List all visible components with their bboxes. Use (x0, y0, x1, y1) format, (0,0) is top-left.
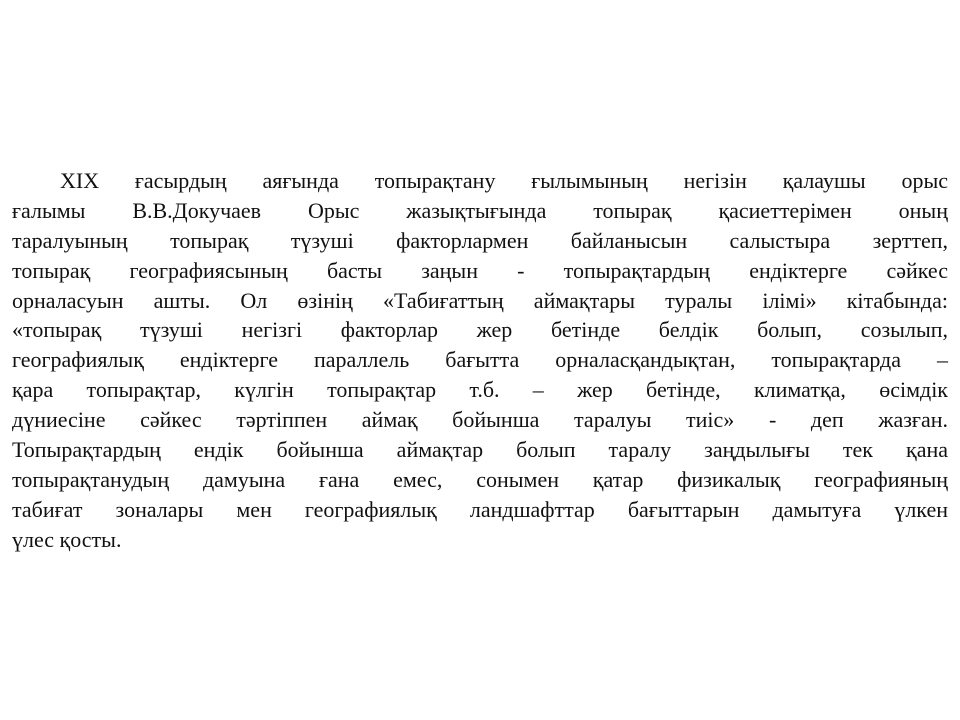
paragraph-line-8: қара топырақтар, күлгін топырақтар т.б. – жер бетінде, климатқа, өсімдік (12, 377, 948, 403)
paragraph-line-9: дүниесіне сәйкес тәртіппен аймақ бойынша таралуы тиіс» - деп жазған. (12, 407, 948, 433)
paragraph-line-2: ғалымы В.В.Докучаев Орыс жазықтығында топырақ қасиеттерімен оның (12, 197, 948, 223)
paragraph-line-3: таралуының топырақ түзуші факторлармен байланысын салыстыра зерттеп, (12, 227, 948, 253)
body-paragraph (12, 166, 948, 555)
paragraph-line-6: «топырақ түзуші негізгі факторлар жер бетінде белдік болып, созылып, (12, 317, 948, 343)
paragraph-line-10: Топырақтардың ендік бойынша аймақтар болып таралу заңдылығы тек қана (12, 437, 948, 463)
paragraph-line-1: XIX ғасырдың аяғында топырақтану ғылымының негізін қалаушы орыс (60, 168, 948, 193)
paragraph-line-4: топырақ географиясының басты заңын - топырақтардың ендіктерге сәйкес (12, 257, 948, 283)
paragraph-line-5: орналасуын ашты. Ол өзінің «Табиғаттың аймақтары туралы ілімі» кітабында: (12, 287, 948, 313)
paragraph-line-13: үлес қосты. (12, 526, 122, 552)
paragraph-line-11: топырақтанудың дамуына ғана емес, сонымен қатар физикалық географияның (12, 466, 948, 492)
paragraph-line-7: географиялық ендіктерге параллель бағытта орналасқандықтан, топырақтарда – (12, 347, 948, 373)
paragraph-line-12: табиғат зоналары мен географиялық ландшафттар бағыттарын дамытуға үлкен (12, 496, 948, 522)
